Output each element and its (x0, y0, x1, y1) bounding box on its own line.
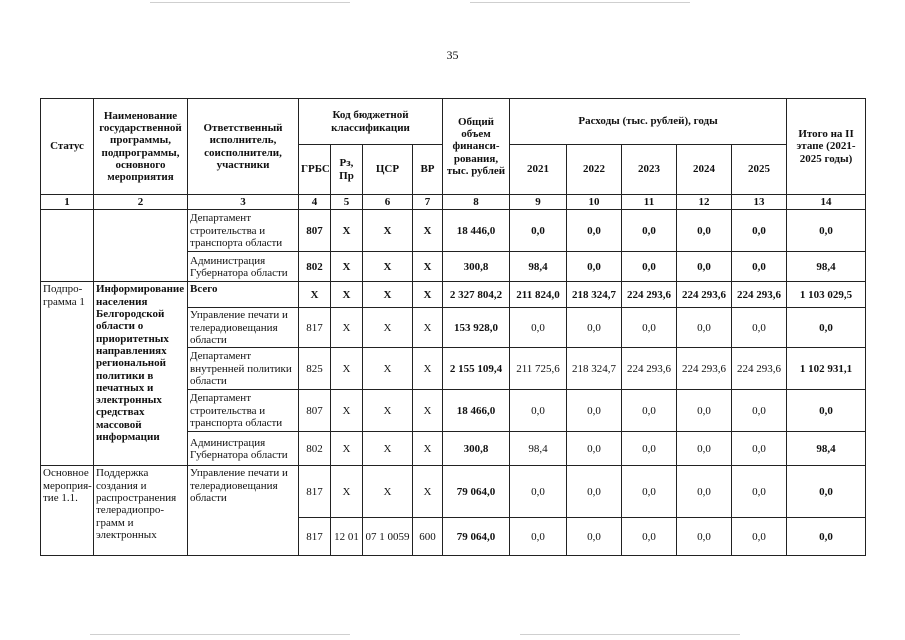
value-2025: 0,0 (732, 390, 787, 432)
grbs-cell: 825 (299, 348, 331, 390)
value-2022: 0,0 (567, 252, 622, 282)
value-2022: 0,0 (567, 432, 622, 466)
header-year-2023: 2023 (622, 145, 677, 195)
header-grbs: ГРБС (299, 145, 331, 195)
scan-line-top (150, 2, 350, 3)
value-2022: 0,0 (567, 210, 622, 252)
csr-cell: X (363, 348, 413, 390)
stage-total-cell: 0,0 (787, 518, 866, 556)
total-cell: 300,8 (443, 432, 510, 466)
rzpr-cell: 12 01 (331, 518, 363, 556)
value-2024: 0,0 (677, 432, 732, 466)
column-index: 14 (787, 195, 866, 210)
stage-total-cell: 98,4 (787, 252, 866, 282)
total-cell: 2 155 109,4 (443, 348, 510, 390)
value-2025: 0,0 (732, 518, 787, 556)
value-2021: 0,0 (510, 210, 567, 252)
stage-total-cell: 0,0 (787, 390, 866, 432)
column-index: 13 (732, 195, 787, 210)
stage-total-cell: 1 103 029,5 (787, 282, 866, 308)
csr-cell: X (363, 282, 413, 308)
grbs-cell: 817 (299, 466, 331, 518)
table-row (41, 466, 866, 518)
total-cell: 2 327 804,2 (443, 282, 510, 308)
total-cell: 153 928,0 (443, 308, 510, 348)
column-index: 6 (363, 195, 413, 210)
value-2025: 224 293,6 (732, 282, 787, 308)
rzpr-cell: X (331, 282, 363, 308)
column-index: 1 (41, 195, 94, 210)
column-index: 5 (331, 195, 363, 210)
value-2024: 0,0 (677, 210, 732, 252)
header-responsible: Ответственный исполнитель, соисполнители, участники (188, 99, 299, 195)
header-budget-code: Код бюджетной классификации (299, 99, 443, 145)
rzpr-cell: X (331, 390, 363, 432)
grbs-cell: 817 (299, 308, 331, 348)
grbs-cell: 817 (299, 518, 331, 556)
value-2025: 224 293,6 (732, 348, 787, 390)
header-year-2024: 2024 (677, 145, 732, 195)
responsible-cell: Администрация Губернатора области (188, 252, 299, 282)
value-2024: 0,0 (677, 308, 732, 348)
rzpr-cell: X (331, 252, 363, 282)
rzpr-cell: X (331, 432, 363, 466)
csr-cell: X (363, 466, 413, 518)
total-cell: 300,8 (443, 252, 510, 282)
value-2024: 0,0 (677, 390, 732, 432)
column-index-row (41, 195, 866, 210)
value-2021: 0,0 (510, 390, 567, 432)
header-csr: ЦСР (363, 145, 413, 195)
csr-cell: X (363, 210, 413, 252)
vr-cell: X (413, 348, 443, 390)
header-year-2022: 2022 (567, 145, 622, 195)
header-stage-total: Итого на II этапе (2021-2025 годы) (787, 99, 866, 195)
grbs-cell: 807 (299, 210, 331, 252)
value-2023: 0,0 (622, 432, 677, 466)
value-2023: 0,0 (622, 308, 677, 348)
vr-cell: X (413, 252, 443, 282)
scan-line-bottom (520, 634, 740, 635)
header-year-2025: 2025 (732, 145, 787, 195)
name-cell: Поддержка создания и распространения телерадиопро-грамм и электронных (94, 466, 188, 556)
total-cell: 18 446,0 (443, 210, 510, 252)
value-2023: 224 293,6 (622, 282, 677, 308)
table-row (41, 282, 866, 308)
csr-cell: X (363, 252, 413, 282)
column-index: 3 (188, 195, 299, 210)
budget-table (40, 98, 866, 556)
value-2024: 0,0 (677, 518, 732, 556)
vr-cell: X (413, 466, 443, 518)
value-2023: 0,0 (622, 390, 677, 432)
header-vr: ВР (413, 145, 443, 195)
column-index: 7 (413, 195, 443, 210)
status-cell: Основное мероприя-тие 1.1. (41, 466, 94, 556)
csr-cell: X (363, 308, 413, 348)
column-index: 8 (443, 195, 510, 210)
rzpr-cell: X (331, 466, 363, 518)
grbs-cell: 802 (299, 252, 331, 282)
name-cell (94, 210, 188, 282)
value-2022: 0,0 (567, 518, 622, 556)
stage-total-cell: 1 102 931,1 (787, 348, 866, 390)
value-2025: 0,0 (732, 466, 787, 518)
responsible-cell: Управление печати и телерадиовещания области (188, 466, 299, 556)
value-2024: 224 293,6 (677, 348, 732, 390)
value-2025: 0,0 (732, 210, 787, 252)
page-number: 35 (446, 48, 459, 62)
value-2024: 0,0 (677, 466, 732, 518)
rzpr-cell: X (331, 308, 363, 348)
vr-cell: X (413, 308, 443, 348)
value-2021: 98,4 (510, 252, 567, 282)
vr-cell: 600 (413, 518, 443, 556)
column-index: 11 (622, 195, 677, 210)
value-2021: 98,4 (510, 432, 567, 466)
value-2021: 211 725,6 (510, 348, 567, 390)
value-2021: 211 824,0 (510, 282, 567, 308)
value-2021: 0,0 (510, 518, 567, 556)
stage-total-cell: 0,0 (787, 308, 866, 348)
scan-line-top (470, 2, 690, 3)
header-program-name: Наименование государственной программы, подпрограммы, основного мероприятия (94, 99, 188, 195)
rzpr-cell: X (331, 348, 363, 390)
header-rzpr: Рз, Пр (331, 145, 363, 195)
table-row (41, 210, 866, 252)
value-2023: 0,0 (622, 466, 677, 518)
value-2024: 0,0 (677, 252, 732, 282)
value-2022: 218 324,7 (567, 348, 622, 390)
csr-cell: 07 1 0059 (363, 518, 413, 556)
value-2023: 224 293,6 (622, 348, 677, 390)
value-2025: 0,0 (732, 432, 787, 466)
total-cell: 79 064,0 (443, 466, 510, 518)
vr-cell: X (413, 432, 443, 466)
value-2022: 0,0 (567, 466, 622, 518)
responsible-cell: Управление печати и телерадиовещания области (188, 308, 299, 348)
vr-cell: X (413, 282, 443, 308)
csr-cell: X (363, 390, 413, 432)
value-2022: 218 324,7 (567, 282, 622, 308)
header-year-2021: 2021 (510, 145, 567, 195)
column-index: 9 (510, 195, 567, 210)
responsible-cell: Департамент внутренней политики области (188, 348, 299, 390)
responsible-cell: Департамент строительства и транспорта области (188, 390, 299, 432)
value-2024: 224 293,6 (677, 282, 732, 308)
column-index: 12 (677, 195, 732, 210)
column-index: 4 (299, 195, 331, 210)
total-cell: 79 064,0 (443, 518, 510, 556)
stage-total-cell: 0,0 (787, 466, 866, 518)
column-index: 2 (94, 195, 188, 210)
value-2025: 0,0 (732, 308, 787, 348)
name-cell: Информирование населения Белгородской области о приоритетных направлениях региональной политики в печатных и электронных средствах массовой информации (94, 282, 188, 466)
status-cell: Подпро-грамма 1 (41, 282, 94, 466)
vr-cell: X (413, 210, 443, 252)
header-total-volume: Общий объем финанси-рования, тыс. рублей (443, 99, 510, 195)
stage-total-cell: 0,0 (787, 210, 866, 252)
status-cell (41, 210, 94, 282)
value-2021: 0,0 (510, 308, 567, 348)
responsible-cell: Департамент строительства и транспорта области (188, 210, 299, 252)
scan-line-bottom (90, 634, 350, 635)
rzpr-cell: X (331, 210, 363, 252)
header-expenses: Расходы (тыс. рублей), годы (510, 99, 787, 145)
header-status: Статус (41, 99, 94, 195)
value-2025: 0,0 (732, 252, 787, 282)
vr-cell: X (413, 390, 443, 432)
value-2022: 0,0 (567, 308, 622, 348)
grbs-cell: 802 (299, 432, 331, 466)
value-2023: 0,0 (622, 518, 677, 556)
stage-total-cell: 98,4 (787, 432, 866, 466)
value-2023: 0,0 (622, 210, 677, 252)
column-index: 10 (567, 195, 622, 210)
grbs-cell: X (299, 282, 331, 308)
responsible-cell: Всего (188, 282, 299, 308)
value-2022: 0,0 (567, 390, 622, 432)
grbs-cell: 807 (299, 390, 331, 432)
total-cell: 18 466,0 (443, 390, 510, 432)
responsible-cell: Администрация Губернатора области (188, 432, 299, 466)
value-2023: 0,0 (622, 252, 677, 282)
value-2021: 0,0 (510, 466, 567, 518)
csr-cell: X (363, 432, 413, 466)
